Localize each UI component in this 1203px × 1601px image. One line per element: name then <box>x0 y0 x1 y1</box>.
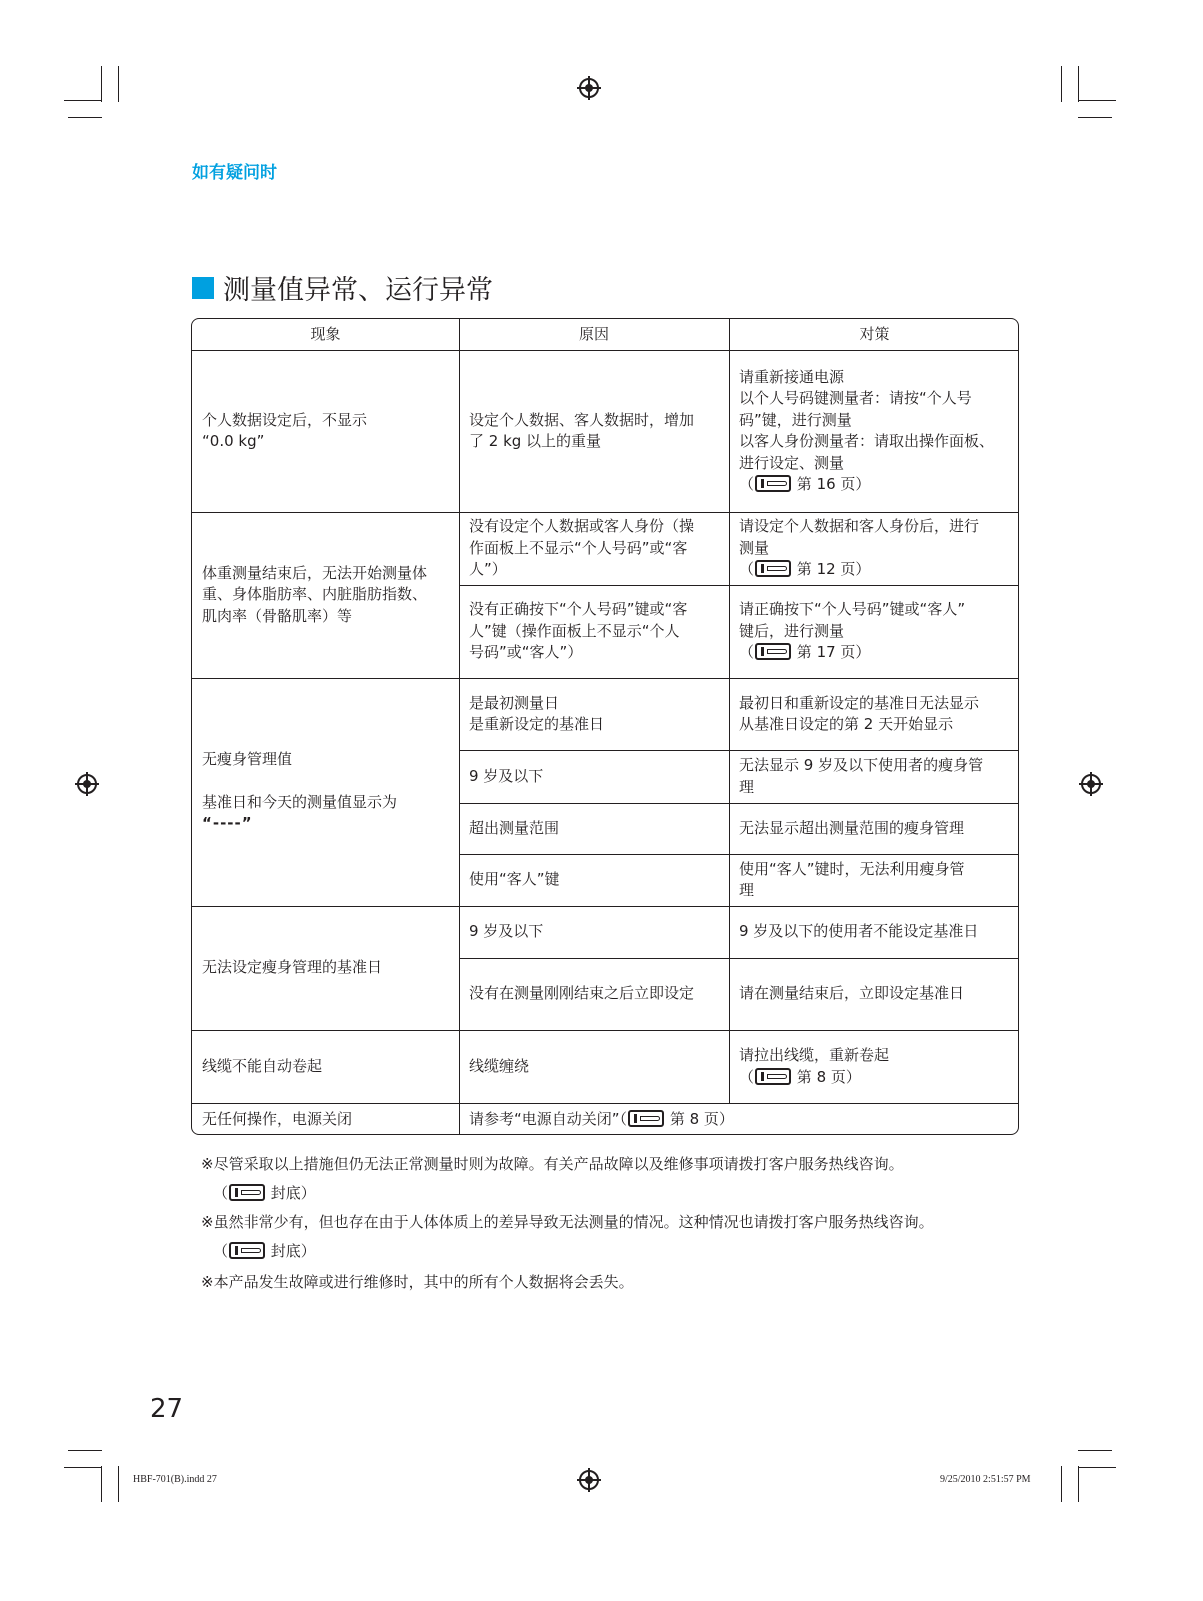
page-reference <box>739 474 1010 496</box>
note-item <box>201 1150 904 1208</box>
cell-line: 了 2 kg 以上的重量 <box>469 432 602 450</box>
cell-line: 基准日和今天的测量值显示为 <box>202 792 398 811</box>
remedy-cell <box>729 585 1019 678</box>
page-reference <box>739 642 1010 664</box>
reference-text: 第 17 页） <box>796 643 871 662</box>
reference-hand-icon <box>229 1242 265 1259</box>
paren: （ <box>739 560 755 579</box>
reference-hand-icon <box>755 560 791 577</box>
crop-mark <box>101 1466 102 1502</box>
cell-line: 无法显示 9 岁及以下使用者的瘦身管 <box>739 756 984 774</box>
cell-line: 使用“客人”键 <box>469 870 560 889</box>
remedy-cell <box>729 803 1019 854</box>
cause-cell <box>459 854 729 906</box>
note-item <box>201 1268 634 1297</box>
reference-prefix: 请参考“电源自动关闭”（ <box>469 1109 628 1128</box>
paren: （ <box>213 1242 229 1260</box>
cell-line: 理 <box>739 777 755 796</box>
cell-line: 键后，进行测量 <box>739 621 845 640</box>
cell-line: 肌肉率（骨骼肌率）等 <box>202 606 353 625</box>
registration-mark-icon <box>579 78 599 98</box>
cell-line: 进行设定、测量 <box>739 453 845 472</box>
symptom-cell <box>192 512 459 678</box>
crop-mark <box>118 1466 119 1502</box>
crop-mark <box>1078 117 1112 118</box>
page-reference <box>469 1109 1010 1131</box>
cell-line: 没有设定个人数据或客人身份（操 <box>469 517 695 536</box>
paren: （ <box>739 475 755 493</box>
registration-mark-icon <box>579 1470 599 1490</box>
reference-text: 封底） <box>270 1184 316 1202</box>
cell-line: 请重新接通电源 <box>739 367 845 386</box>
symptom-cell: 无任何操作，电源关闭 <box>202 1109 353 1128</box>
page-reference <box>739 559 1010 581</box>
cell-line: 以个人号码键测量者：请按“个人号 <box>739 389 972 407</box>
cell-line: 请设定个人数据和客人身份后，进行 <box>739 517 980 536</box>
note-text: ※虽然非常少有，但也存在由于人体体质上的差异导致无法测量的情况。这种情况也请拨打客户服务热线咨询。 <box>201 1213 934 1231</box>
crop-mark <box>1078 66 1079 102</box>
cell-line: 人”） <box>469 560 507 579</box>
page-number: 27 <box>150 1394 184 1424</box>
cell-line: 无瘦身管理值 <box>202 750 293 769</box>
reference-hand-icon <box>755 475 791 492</box>
cell-line: 无法显示超出测量范围的瘦身管理 <box>739 818 965 837</box>
troubleshooting-table <box>191 318 1019 1135</box>
cause-cell <box>459 1103 1019 1135</box>
crop-mark <box>101 66 102 102</box>
remedy-cell <box>729 854 1019 906</box>
cell-line: 个人数据设定后，不显示 <box>202 410 368 429</box>
crop-mark <box>1078 1450 1112 1451</box>
section-heading <box>192 268 493 307</box>
reference-hand-icon <box>628 1110 664 1127</box>
slug-datetime: 9/25/2010 2:51:57 PM <box>940 1474 1031 1485</box>
paren: （ <box>213 1184 229 1202</box>
column-header-remedy: 对策 <box>859 324 890 343</box>
cell-line: 作面板上不显示“个人号码”或“客 <box>469 538 688 557</box>
section-label: 如有疑问时 <box>192 163 277 183</box>
registration-mark-icon <box>77 774 97 794</box>
reference-hand-icon <box>229 1184 265 1201</box>
crop-mark <box>68 1450 102 1451</box>
crop-mark <box>1078 100 1116 101</box>
crop-mark <box>1061 66 1062 102</box>
note-reference <box>201 1179 904 1208</box>
cause-cell <box>459 750 729 803</box>
cause-cell <box>459 350 729 512</box>
cell-line: 无法设定瘦身管理的基准日 <box>202 958 383 977</box>
reference-hand-icon <box>755 643 791 660</box>
heading-title: 测量值异常、运行异常 <box>223 275 493 306</box>
cause-cell <box>459 678 729 750</box>
crop-mark <box>68 117 102 118</box>
remedy-cell: 请在测量结束后，立即设定基准日 <box>739 984 965 1003</box>
cell-line: 从基准日设定的第 2 天开始显示 <box>739 715 954 733</box>
crop-mark <box>1061 1466 1062 1502</box>
note-text: ※尽管采取以上措施但仍无法正常测量时则为故障。有关产品故障以及维修事项请拨打客户服务热线咨询。 <box>201 1155 904 1173</box>
cause-cell: 9 岁及以下 <box>469 922 544 941</box>
cell-line: 以客人身份测量者：请取出操作面板、 <box>739 432 995 450</box>
cell-line: 体重测量结束后，无法开始测量体 <box>202 563 428 582</box>
note-text: ※本产品发生故障或进行维修时，其中的所有个人数据将会丢失。 <box>201 1273 634 1291</box>
cell-line: 使用“客人”键时，无法利用瘦身管 <box>739 859 965 878</box>
paren: （ <box>739 643 755 662</box>
cell-line: 请正确按下“个人号码”键或“客人” <box>739 600 966 619</box>
heading-square-icon <box>192 277 214 299</box>
cause-cell: 没有在测量刚刚结束之后立即设定 <box>469 984 695 1003</box>
crop-mark <box>64 1467 102 1468</box>
cell-line: 是重新设定的基准日 <box>469 715 605 733</box>
cell-line: 设定个人数据、客人数据时，增加 <box>469 410 695 429</box>
paren: （ <box>739 1067 755 1086</box>
note-reference <box>201 1237 934 1266</box>
symptom-cell <box>192 906 459 1030</box>
cell-line: 没有正确按下“个人号码”键或“客 <box>469 600 688 619</box>
remedy-cell: 9 岁及以下的使用者不能设定基准日 <box>739 922 979 941</box>
symptom-cell: 线缆不能自动卷起 <box>202 1056 323 1075</box>
cell-line: 理 <box>739 881 755 899</box>
symptom-cell <box>192 678 459 906</box>
reference-text: 第 8 页） <box>669 1109 734 1128</box>
cell-line: “0.0 kg” <box>202 432 265 450</box>
cause-cell <box>459 512 729 585</box>
cell-line: 号码”或“客人”） <box>469 643 583 662</box>
remedy-cell <box>729 750 1019 803</box>
symptom-cell <box>192 350 459 512</box>
note-item <box>201 1208 934 1266</box>
crop-mark <box>1078 1466 1079 1502</box>
cell-line: 测量 <box>739 538 770 557</box>
registration-mark-icon <box>1081 774 1101 794</box>
cell-line: 码”键，进行测量 <box>739 410 852 429</box>
reference-text: 第 12 页） <box>796 560 871 579</box>
cell-line: 请拉出线缆，重新卷起 <box>739 1046 890 1064</box>
reference-hand-icon <box>755 1068 791 1085</box>
remedy-cell <box>729 1030 1019 1103</box>
reference-text: 第 8 页） <box>796 1067 861 1086</box>
page-reference <box>739 1067 1010 1089</box>
cell-line: 9 岁及以下 <box>469 766 544 785</box>
remedy-cell <box>729 512 1019 585</box>
reference-text: 第 16 页） <box>796 475 871 493</box>
crop-mark <box>1078 1467 1116 1468</box>
cell-line: 超出测量范围 <box>469 818 560 837</box>
cause-cell <box>459 585 729 678</box>
slug-file: HBF-701(B).indd 27 <box>133 1474 217 1485</box>
cell-line: 重、身体脂肪率、内脏脂肪指数、 <box>202 585 428 604</box>
cause-cell: 线缆缠绕 <box>469 1056 530 1075</box>
column-header-symptom: 现象 <box>310 324 341 343</box>
cause-cell <box>459 803 729 854</box>
cell-line: 人”键（操作面板上不显示“个人 <box>469 621 680 640</box>
reference-text: 封底） <box>270 1242 316 1260</box>
cell-line: 最初日和重新设定的基准日无法显示 <box>739 693 980 712</box>
cell-line: 是最初测量日 <box>469 693 560 712</box>
crop-mark <box>118 66 119 102</box>
remedy-cell <box>729 350 1019 512</box>
remedy-cell <box>729 678 1019 750</box>
crop-mark <box>64 100 102 101</box>
dash-display: “----” <box>202 814 253 833</box>
column-header-cause: 原因 <box>578 324 609 343</box>
